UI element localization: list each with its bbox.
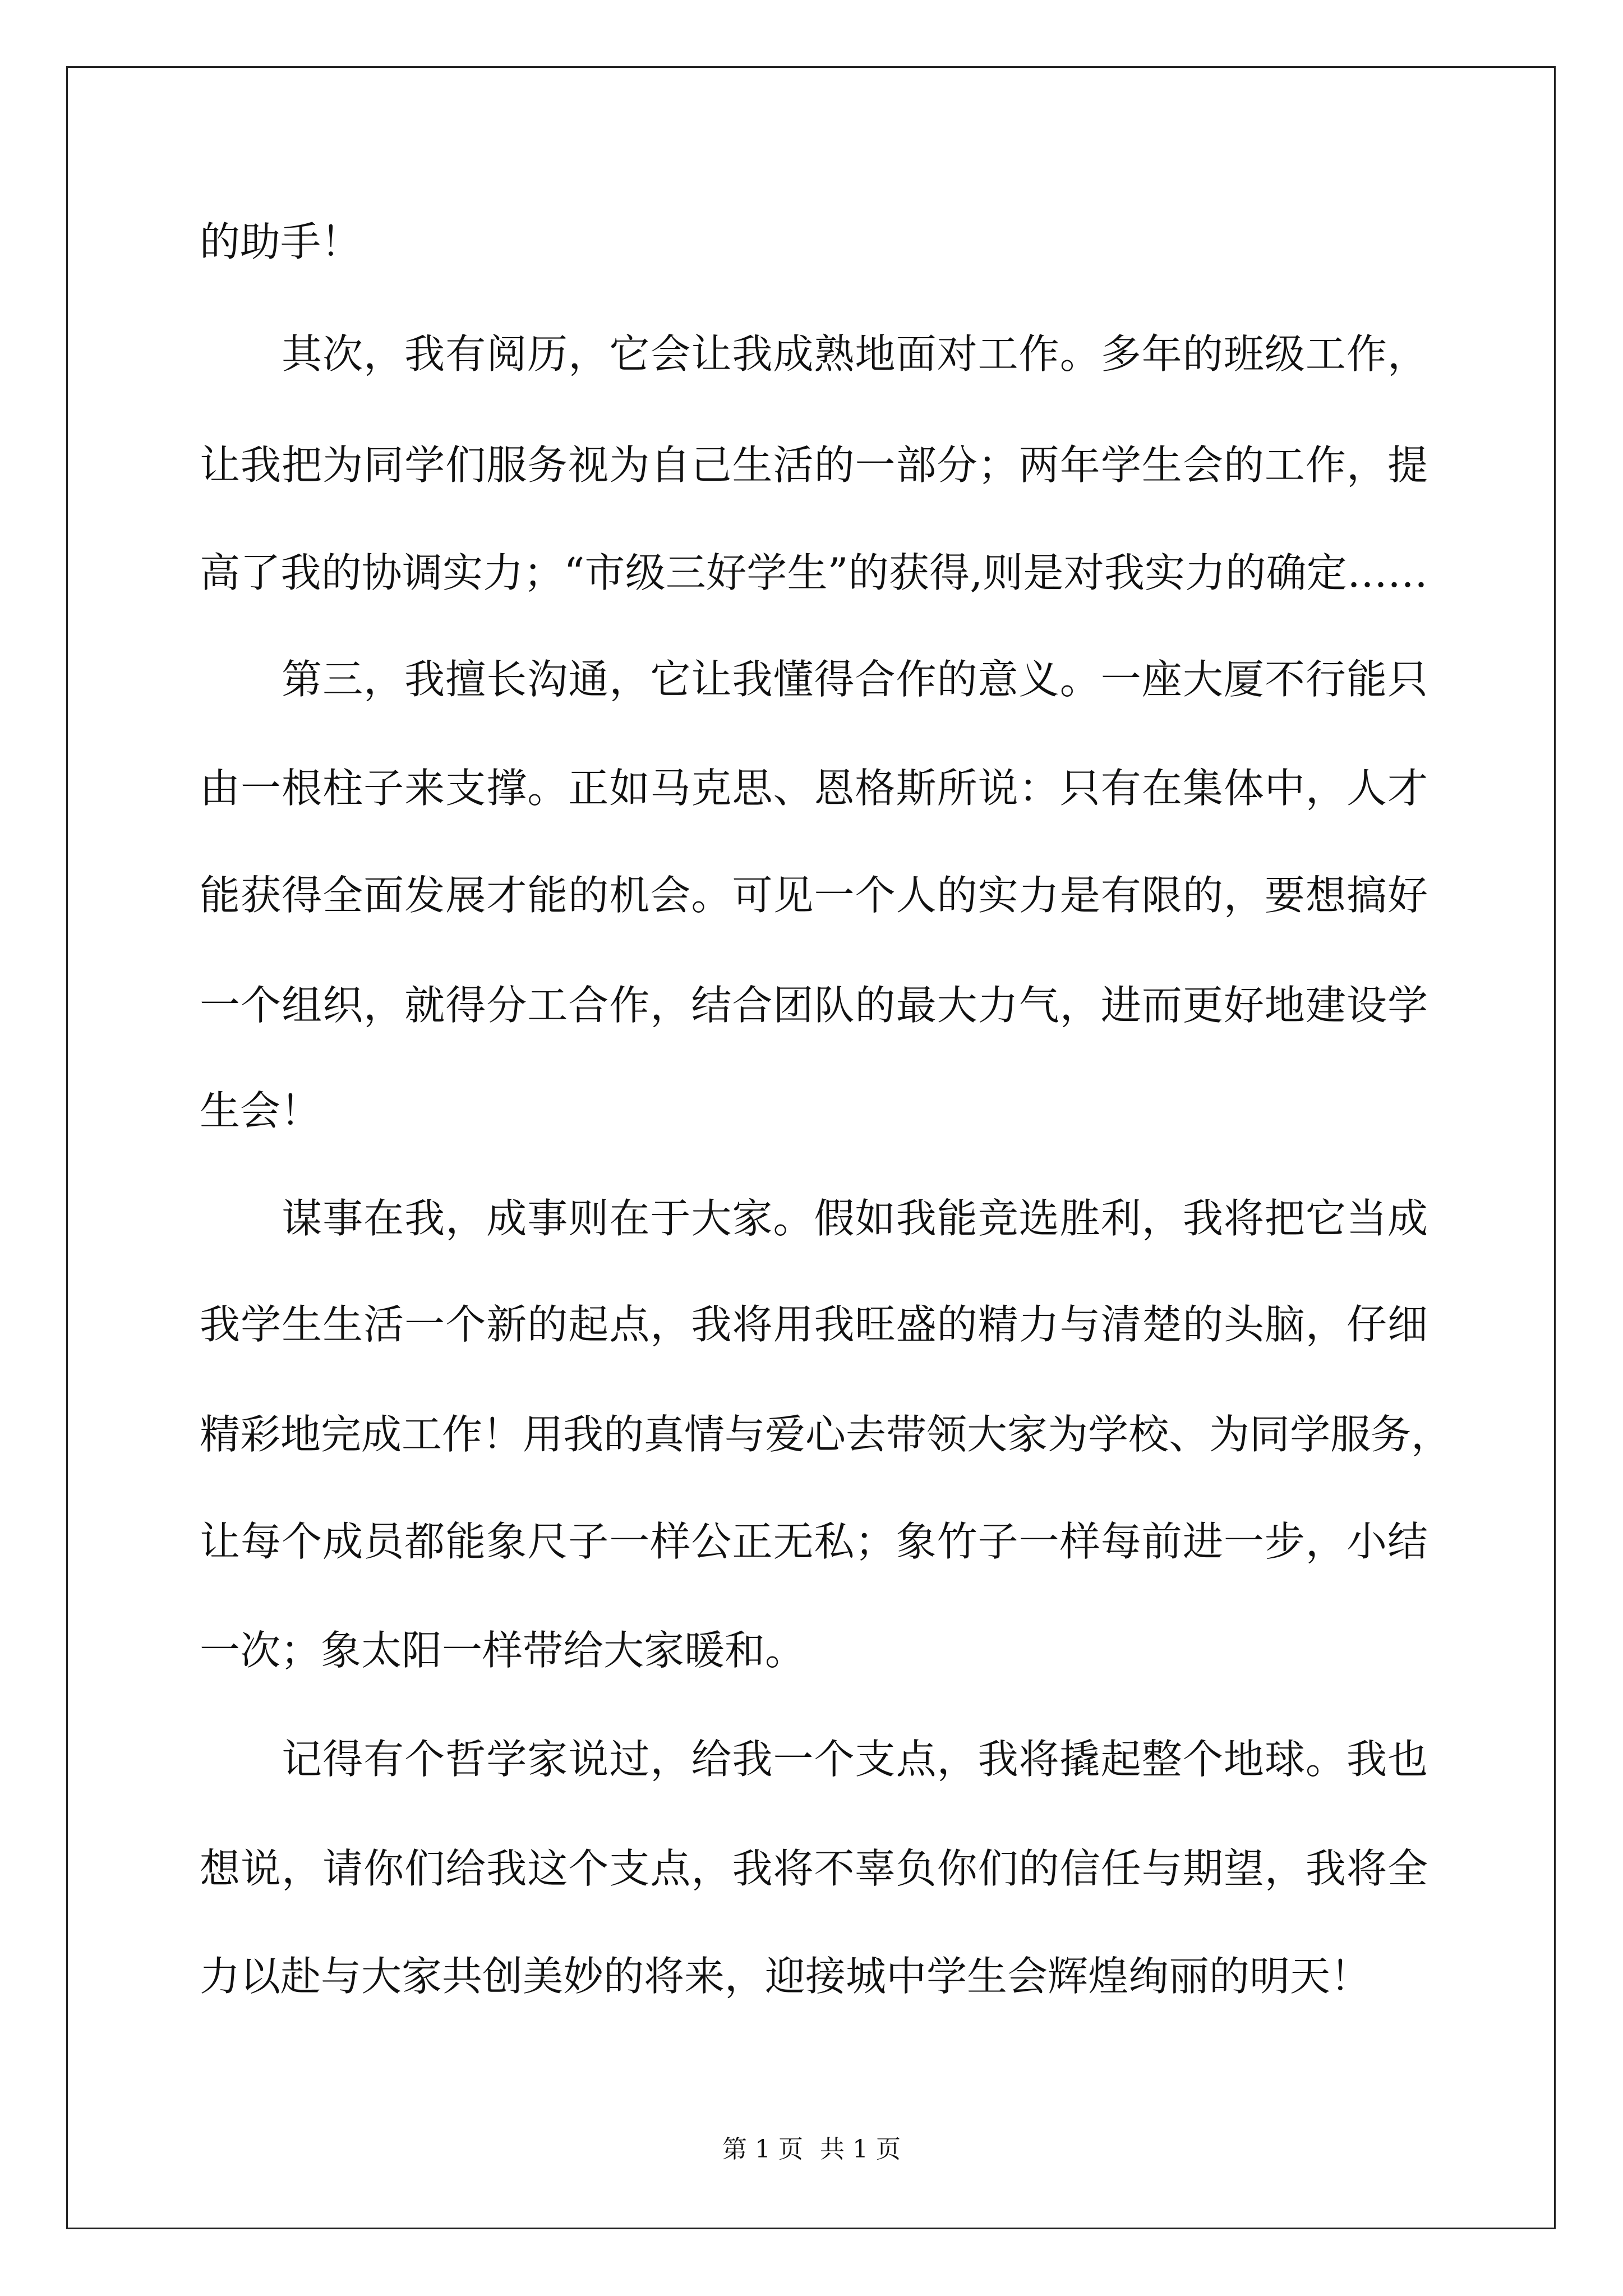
page-total-label: 共 1 页 bbox=[820, 2135, 901, 2164]
paragraph-3-line-5: 生会！ bbox=[200, 1087, 321, 1134]
paragraph-1-line-1: 的助手！ bbox=[200, 218, 362, 265]
page-number-label: 第 1 页 bbox=[722, 2135, 803, 2164]
paragraph-2-line-1: 其次，我有阅历，它会让我成熟地面对工作。多年的班级工作， bbox=[200, 330, 1428, 378]
paragraph-4-line-5: 一次；象太阳一样带给大家暖和。 bbox=[200, 1627, 806, 1674]
paragraph-5-line-3: 力以赴与大家共创美妙的将来，迎接城中学生会辉煌绚丽的明天！ bbox=[200, 1953, 1371, 2000]
paragraph-4-line-1: 谋事在我，成事则在于大家。假如我能竞选胜利，我将把它当成 bbox=[200, 1195, 1428, 1242]
page-frame bbox=[66, 66, 1556, 2229]
paragraph-4-line-3: 精彩地完成工作！用我的真情与爱心去带领大家为学校、为同学服务， bbox=[200, 1411, 1452, 1458]
paragraph-3-line-4: 一个组织，就得分工合作，结合团队的最大力气，进而更好地建设学 bbox=[200, 982, 1428, 1029]
paragraph-4-line-2: 我学生生活一个新的起点，我将用我旺盛的精力与清楚的头脑，仔细 bbox=[200, 1301, 1428, 1348]
paragraph-2-line-3: 高了我的协调实力；“市级三好学生”的获得,则是对我实力的确定…… bbox=[200, 549, 1428, 596]
paragraph-2-line-2: 让我把为同学们服务视为自己生活的一部分；两年学生会的工作，提 bbox=[200, 441, 1428, 489]
paragraph-3-line-3: 能获得全面发展才能的机会。可见一个人的实力是有限的，要想搞好 bbox=[200, 872, 1428, 919]
paragraph-5-line-2: 想说，请你们给我这个支点，我将不辜负你们的信任与期望，我将全 bbox=[200, 1845, 1428, 1892]
page-footer bbox=[0, 2137, 1623, 2162]
paragraph-4-line-4: 让每个成员都能象尺子一样公正无私；象竹子一样每前进一步，小结 bbox=[200, 1518, 1428, 1565]
paragraph-3-line-1: 第三，我擅长沟通，它让我懂得合作的意义。一座大厦不行能只 bbox=[200, 656, 1428, 703]
paragraph-3-line-2: 由一根柱子来支撑。正如马克思、恩格斯所说：只有在集体中，人才 bbox=[200, 765, 1428, 812]
paragraph-5-line-1: 记得有个哲学家说过，给我一个支点，我将撬起整个地球。我也 bbox=[200, 1736, 1428, 1783]
